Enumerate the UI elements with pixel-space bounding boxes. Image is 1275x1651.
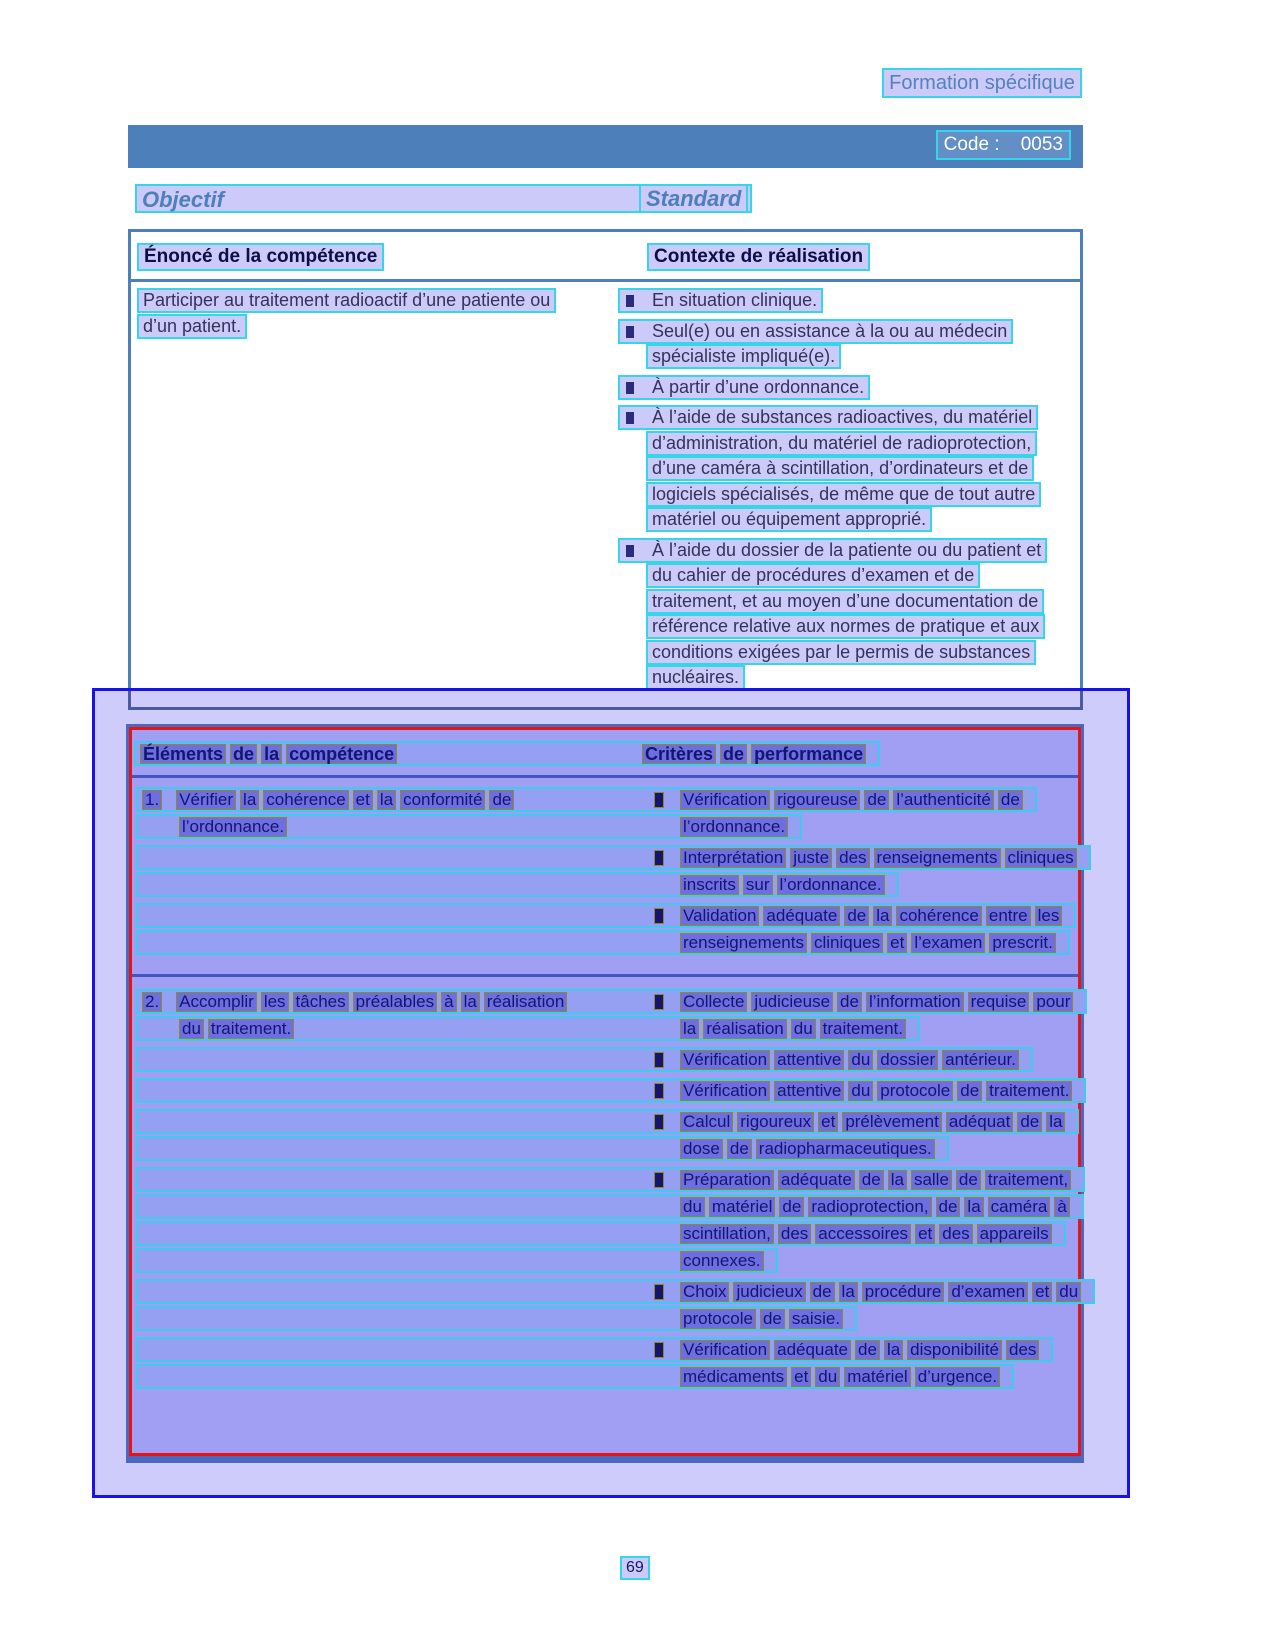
item-number: 2. [142, 992, 162, 1012]
element-zone [138, 1019, 654, 1039]
word-box: renseignements [874, 848, 1001, 868]
table2-line [134, 1305, 1076, 1332]
word-box: traitement. [820, 1019, 906, 1039]
word-box: cliniques [1005, 848, 1077, 868]
word-box: et [353, 790, 373, 810]
word-box: Vérification [680, 1340, 770, 1360]
word-box: cohérence [896, 906, 981, 926]
text-line-highlight: spécialiste impliqué(e). [646, 344, 841, 369]
section-label: Formation spécifique [889, 71, 1075, 94]
table2-line [134, 1108, 1076, 1135]
word-box: adéquate [778, 1170, 855, 1190]
bullet-icon [626, 545, 634, 557]
word-box: réalisation [703, 1019, 787, 1039]
line-highlight-band [136, 1047, 1033, 1072]
context-item [618, 375, 1088, 401]
word-box: juste [790, 848, 832, 868]
standard-heading: Standard [646, 185, 742, 211]
line-highlight-band [136, 1194, 1084, 1219]
word-box: la [461, 992, 480, 1012]
word-box: de [936, 1197, 961, 1217]
text-line [618, 640, 1088, 666]
row-divider [132, 974, 1078, 977]
text-line [618, 665, 1088, 691]
bullet-icon [654, 1342, 664, 1358]
table2-line [134, 1015, 1076, 1042]
table1-right-border-stub [1080, 691, 1083, 707]
bullet-icon [654, 850, 664, 866]
text-line-highlight: traitement, et au moyen d’une documentation de [646, 589, 1044, 614]
word-box: et [915, 1224, 935, 1244]
word-box: traitement, [985, 1170, 1071, 1190]
text-line-highlight: nucléaires. [646, 665, 745, 690]
elements-table-header [134, 741, 1076, 766]
bullet-icon [626, 412, 634, 424]
word-box: et [887, 933, 907, 953]
table1-bottom-border [128, 707, 1083, 710]
word-box: des [1006, 1340, 1039, 1360]
text-line-highlight: À partir d’une ordonnance. [618, 375, 870, 400]
word-box: médicaments [680, 1367, 787, 1387]
word-box: la [240, 790, 259, 810]
word-box: prélèvement [842, 1112, 942, 1132]
text-line-highlight: d’administration, du matériel de radioprotection, [646, 431, 1037, 456]
col-header-contexte: Contexte de réalisation [647, 243, 870, 271]
word-box: protocole [877, 1081, 953, 1101]
text-line-highlight: conditions exigées par le permis de substances [646, 640, 1036, 665]
word-box: Vérifier [176, 790, 236, 810]
text-line [618, 431, 1088, 457]
table2-line [134, 1336, 1076, 1363]
competence-table-header [131, 232, 1080, 282]
word-box: entre [986, 906, 1031, 926]
word-box: attentive [774, 1050, 844, 1070]
element-zone [138, 817, 654, 837]
word-box: du [791, 1019, 816, 1039]
line-highlight-band [136, 814, 802, 839]
word-box: Collecte [680, 992, 747, 1012]
word-box: adéquat [946, 1112, 1013, 1132]
word-box: la [888, 1170, 907, 1190]
text-line-highlight: d’une caméra à scintillation, d’ordinateurs et de [646, 456, 1034, 481]
text-line-highlight: À l’aide de substances radioactives, du matériel [618, 405, 1038, 430]
table1-left-border-stub [128, 691, 131, 707]
word-box: l’ordonnance. [777, 875, 885, 895]
word-box: antérieur. [942, 1050, 1019, 1070]
word-box: cohérence [263, 790, 348, 810]
word-box: Vérification [680, 790, 770, 810]
word-box: radiopharmaceutiques. [756, 1139, 935, 1159]
section-label-highlight [882, 68, 1082, 98]
bullet-icon [654, 1284, 664, 1300]
text-line-highlight: À l’aide du dossier de la patiente ou du patient et [618, 538, 1047, 563]
word-box: la [680, 1019, 699, 1039]
word-box: disponibilité [907, 1340, 1002, 1360]
annotation-red-box [129, 727, 1081, 1456]
word-box: du [680, 1197, 705, 1217]
text-line [618, 319, 1088, 345]
table2-line [134, 988, 1076, 1015]
word-box: conformité [400, 790, 485, 810]
table2-line [134, 902, 1076, 929]
bullet-icon [654, 908, 664, 924]
line-highlight-band [136, 1078, 1086, 1103]
table2-line [134, 1166, 1076, 1193]
table2-line [134, 1077, 1076, 1104]
statement-cell [137, 288, 637, 339]
word-box: de [230, 744, 257, 764]
line-highlight-band [136, 1136, 949, 1161]
text-line [618, 482, 1088, 508]
table2-row [134, 988, 1079, 1390]
table2-line [134, 813, 1076, 840]
word-box: de [956, 1170, 981, 1190]
word-box: inscrits [680, 875, 739, 895]
table2-line [134, 1046, 1076, 1073]
word-box: judicieuse [751, 992, 833, 1012]
word-box: à [1054, 1197, 1069, 1217]
text-line [618, 288, 1088, 314]
bullet-icon [654, 1172, 664, 1188]
word-box: la [839, 1282, 858, 1302]
table2-line [134, 786, 1076, 813]
word-box: de [844, 906, 869, 926]
word-box: de [1017, 1112, 1042, 1132]
context-item [618, 288, 1088, 314]
word-box: compétence [286, 744, 397, 764]
col-header-enonce: Énoncé de la compétence [137, 243, 384, 271]
word-box: de [810, 1282, 835, 1302]
text-line-highlight: d’un patient. [137, 314, 247, 339]
bullet-icon [654, 1114, 664, 1130]
word-box: Critères [642, 744, 716, 764]
word-box: Vérification [680, 1050, 770, 1070]
item-number: 1. [142, 790, 162, 810]
word-box: de [837, 992, 862, 1012]
line-highlight-band [136, 903, 1076, 928]
context-item [618, 319, 1088, 370]
word-box: matériel [844, 1367, 910, 1387]
line-highlight-band [136, 1279, 1095, 1304]
text-line [618, 614, 1088, 640]
line-highlight-band [136, 872, 899, 897]
word-box: traitement. [208, 1019, 294, 1039]
word-box: Calcul [680, 1112, 733, 1132]
word-box: cliniques [811, 933, 883, 953]
code-label: Code : 0053 [936, 130, 1071, 160]
text-line-highlight: matériel ou équipement approprié. [646, 507, 932, 532]
word-box: à [441, 992, 456, 1012]
word-box: Interprétation [680, 848, 786, 868]
elements-table [126, 724, 1084, 1463]
word-box: prescrit. [989, 933, 1055, 953]
table2-line [134, 1363, 1076, 1390]
table2-line [134, 844, 1076, 871]
word-box: d’examen [948, 1282, 1028, 1302]
word-box: accessoires [815, 1224, 911, 1244]
text-line-highlight: Seul(e) ou en assistance à la ou au médecin [618, 319, 1013, 344]
element-zone [138, 790, 654, 810]
word-box: tâches [293, 992, 349, 1012]
word-box: appareils [977, 1224, 1052, 1244]
word-box: Validation [680, 906, 759, 926]
bullet-icon [626, 295, 634, 307]
word-box: dose [680, 1139, 723, 1159]
bullet-icon [626, 382, 634, 394]
word-box: Accomplir [176, 992, 257, 1012]
text-line [618, 563, 1088, 589]
line-highlight-band [136, 1364, 1014, 1389]
word-box: l’examen [911, 933, 985, 953]
word-box: l’information [866, 992, 964, 1012]
text-line-highlight: En situation clinique. [618, 288, 823, 313]
bullet-icon [654, 1052, 664, 1068]
word-box: de [864, 790, 889, 810]
line-highlight-band [136, 1221, 1066, 1246]
text-line [618, 405, 1088, 431]
word-box: les [261, 992, 289, 1012]
word-box: procédure [862, 1282, 945, 1302]
word-box: traitement. [986, 1081, 1072, 1101]
word-box: de [779, 1197, 804, 1217]
word-box: des [778, 1224, 811, 1244]
word-box: matériel [709, 1197, 775, 1217]
page-number-highlight [620, 1556, 650, 1580]
line-highlight-band [136, 930, 1070, 955]
text-line [618, 589, 1088, 615]
word-box: renseignements [680, 933, 807, 953]
word-box: la [261, 744, 282, 764]
text-line [618, 344, 1088, 370]
line-highlight-band [136, 845, 1091, 870]
word-box: adéquate [763, 906, 840, 926]
word-box: rigoureux [737, 1112, 814, 1132]
line-highlight-band [136, 1167, 1085, 1192]
word-box: du [815, 1367, 840, 1387]
text-line [137, 288, 637, 314]
word-box: judicieux [733, 1282, 805, 1302]
annotation-overlay [92, 688, 1130, 1498]
word-box: du [1056, 1282, 1081, 1302]
word-box: caméra [988, 1197, 1051, 1217]
word-box: salle [911, 1170, 952, 1190]
word-box: scintillation, [680, 1224, 774, 1244]
table2-line [134, 1247, 1076, 1274]
context-item [618, 405, 1088, 533]
word-box: radioprotection, [808, 1197, 931, 1217]
word-box: de [998, 790, 1023, 810]
word-box: dossier [877, 1050, 938, 1070]
word-box: du [848, 1081, 873, 1101]
word-box: connexes. [680, 1251, 764, 1271]
bullet-icon [626, 326, 634, 338]
text-line [137, 314, 637, 340]
context-item [618, 538, 1088, 691]
word-box: l’ordonnance. [179, 817, 287, 837]
word-box: Choix [680, 1282, 729, 1302]
header-divider [132, 775, 1078, 778]
text-line-highlight: du cahier de procédures d’examen et de [646, 563, 980, 588]
line-highlight-band [136, 1016, 920, 1041]
text-line-highlight: référence relative aux normes de pratique et aux [646, 614, 1045, 639]
word-box: l’ordonnance. [680, 817, 788, 837]
word-box: préalables [353, 992, 437, 1012]
text-line [618, 456, 1088, 482]
word-box: de [727, 1139, 752, 1159]
word-box: protocole [680, 1309, 756, 1329]
word-box: Préparation [680, 1170, 774, 1190]
word-box: et [1032, 1282, 1052, 1302]
word-box: du [848, 1050, 873, 1070]
page-number: 69 [626, 1559, 644, 1576]
table2-line [134, 929, 1076, 956]
standard-heading-box [639, 184, 748, 213]
objectif-heading: Objectif [142, 187, 224, 212]
line-highlight-band [136, 1337, 1053, 1362]
element-header-zone [136, 744, 642, 764]
word-box: Éléments [140, 744, 226, 764]
line-highlight-band [136, 1306, 857, 1331]
word-box: la [964, 1197, 983, 1217]
word-box: rigoureuse [774, 790, 860, 810]
context-cell [618, 288, 1088, 696]
competence-table [128, 229, 1083, 710]
word-box: de [957, 1081, 982, 1101]
word-box: des [939, 1224, 972, 1244]
word-box: performance [751, 744, 866, 764]
word-box: et [818, 1112, 838, 1132]
table2-line [134, 871, 1076, 898]
element-zone [138, 992, 654, 1012]
text-line [618, 507, 1088, 533]
table2-line [134, 1220, 1076, 1247]
bullet-icon [654, 994, 664, 1010]
line-highlight-band [136, 1248, 778, 1273]
code-header-bar [128, 125, 1083, 168]
word-box: saisie. [789, 1309, 843, 1329]
text-line-highlight: logiciels spécialisés, de même que de tout autre [646, 482, 1041, 507]
word-box: d’urgence. [915, 1367, 1000, 1387]
word-box: requise [968, 992, 1030, 1012]
word-box: pour [1033, 992, 1073, 1012]
word-box: des [836, 848, 869, 868]
word-box: de [489, 790, 514, 810]
word-box: de [855, 1340, 880, 1360]
word-box: la [377, 790, 396, 810]
word-box: adéquate [774, 1340, 851, 1360]
word-box: de [720, 744, 747, 764]
bullet-icon [654, 792, 664, 808]
table2-line [134, 1278, 1079, 1305]
word-box: l’authenticité [893, 790, 994, 810]
word-box: la [1046, 1112, 1065, 1132]
table2-line [134, 1193, 1076, 1220]
text-line [618, 375, 1088, 401]
word-box: du [179, 1019, 204, 1039]
word-box: attentive [774, 1081, 844, 1101]
line-highlight-band [136, 989, 1087, 1014]
word-box: les [1035, 906, 1063, 926]
table2-row [134, 786, 1076, 956]
word-box: sur [743, 875, 773, 895]
word-box: Vérification [680, 1081, 770, 1101]
word-box: et [791, 1367, 811, 1387]
word-box: de [760, 1309, 785, 1329]
text-line [618, 538, 1088, 564]
line-highlight-band [136, 1109, 1079, 1134]
line-highlight-band [136, 787, 1037, 812]
word-box: la [873, 906, 892, 926]
line-highlight-band [134, 741, 880, 766]
word-box: la [884, 1340, 903, 1360]
objectif-standard-row [135, 184, 752, 213]
word-box: réalisation [484, 992, 568, 1012]
table2-line [134, 1135, 1076, 1162]
bullet-icon [654, 1083, 664, 1099]
word-box: de [859, 1170, 884, 1190]
text-line-highlight: Participer au traitement radioactif d’une patiente ou [137, 288, 556, 313]
